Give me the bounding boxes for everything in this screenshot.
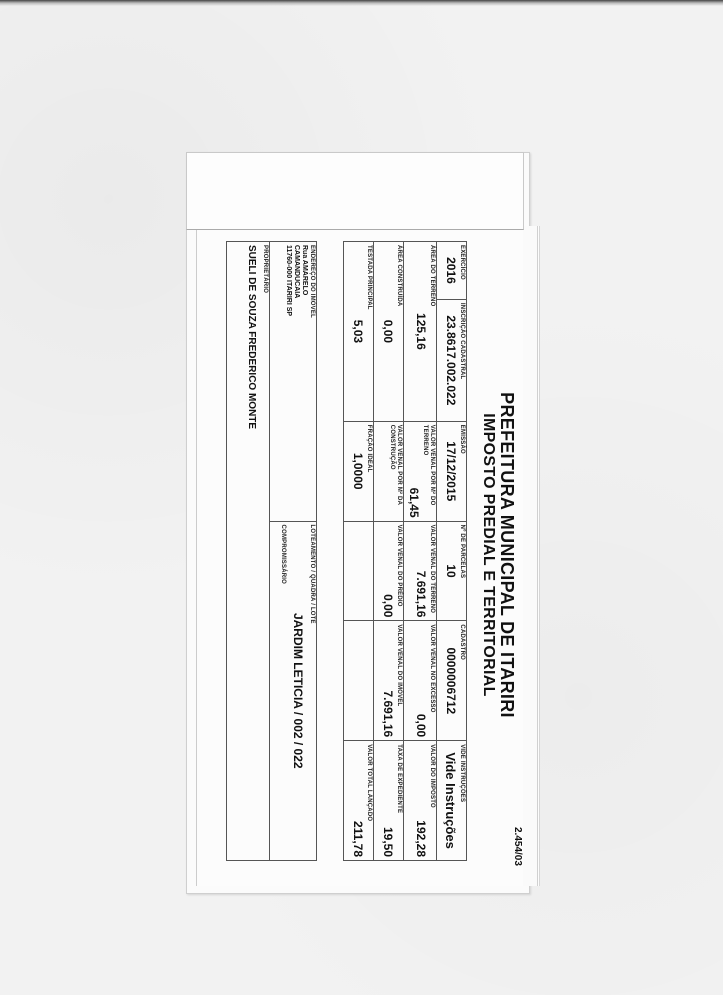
- valor-total-value: 211,78: [351, 820, 365, 857]
- endereco-line-3: 11760-000 ITARIRI SP: [285, 245, 292, 317]
- valor-imposto-value: 192,28: [414, 820, 428, 857]
- values-grid: [343, 241, 467, 861]
- endereco-line-1: Rua AMARELO: [301, 245, 308, 296]
- cell-vv-excesso: VALOR VENAL NO EXCESSO 0,00: [404, 621, 437, 741]
- cell-vv-m2-terreno: VALOR VENAL POR M² DO TERRENO 61,45: [404, 421, 437, 521]
- grid-row-1: [437, 242, 467, 861]
- cell-testada: TESTADA PRINCIPAL 5,03: [344, 242, 374, 422]
- cell-vv-terreno: VALOR VENAL DO TERRENO 7.691,16: [404, 521, 437, 621]
- inscricao-value: 23.8617.002.022: [444, 315, 458, 406]
- tax-document: [201, 231, 531, 879]
- vide-value: Vide Instruções: [443, 752, 458, 849]
- vv-predio-value: 0,00: [381, 594, 395, 618]
- vv-m2-terreno-value: 61,45: [407, 487, 421, 518]
- vv-excesso-value: 0,00: [414, 713, 428, 738]
- cell-area-construida: ÁREA CONSTRUÍDA 0,00: [374, 242, 404, 422]
- cell-inscricao: INSCRIÇÃO CADASTRAL 23.8617.002.022: [437, 299, 467, 421]
- cell-empty-1: [344, 521, 374, 621]
- cell-vv-predio: VALOR VENAL DO PRÉDIO 0,00: [374, 521, 404, 621]
- proprietario-value: SUELI DE SOUZA FREDERICO MONTE: [246, 245, 257, 430]
- grid-row-4: [344, 242, 374, 861]
- endereco-line-2: CAMANDUCAIA: [293, 245, 300, 299]
- cell-emissao: EMISSÃO 17/12/2015: [437, 421, 467, 521]
- cell-exercicio: EXERCÍCIO 2016: [437, 242, 467, 300]
- paper-stub: [186, 152, 524, 230]
- vv-terreno-value: 7.691,16: [414, 570, 428, 618]
- document-number: 2.454/03: [512, 827, 523, 866]
- cell-valor-imposto: VALOR DO IMPOSTO 192,28: [404, 741, 437, 861]
- area-terreno-value: 125,16: [414, 313, 428, 350]
- cell-area-terreno: ÁREA DO TERRENO 125,16: [404, 242, 437, 422]
- document-subtitle: IMPOSTO PREDIAL E TERRITORIAL: [480, 413, 497, 697]
- taxa-expediente-value: 19,50: [381, 826, 395, 857]
- address-row: [270, 242, 317, 861]
- fracao-ideal-value: 1,0000: [351, 452, 365, 490]
- cell-vv-m2-construcao: VALOR VENAL POR M² DA CONSTRUÇÃO: [374, 421, 404, 521]
- compromissario-label: COMPROMISSÁRIO: [280, 524, 286, 585]
- loteamento-value: JARDIM LETICIA / 002 / 022: [291, 612, 305, 769]
- testada-value: 5,03: [351, 319, 365, 344]
- cell-endereco: ENDEREÇO DO IMÓVEL Rua AMARELO CAMANDUCAIA 11760-000 ITARIRI SP: [270, 242, 317, 522]
- cadastro-value: 0000006712: [444, 647, 458, 715]
- cell-empty-2: [344, 621, 374, 741]
- area-construida-value: 0,00: [381, 319, 395, 344]
- cell-parcelas: Nº DE PARCELAS 10: [437, 521, 467, 621]
- cell-vide: VIDE INSTRUÇÕES Vide Instruções: [437, 741, 467, 861]
- cell-cadastro: CADASTRO 0000006712: [437, 621, 467, 741]
- exercicio-value: 2016: [444, 257, 458, 284]
- tax-document-rotated: [201, 231, 531, 879]
- cell-valor-total: VALOR TOTAL LANÇADO 211,78: [344, 741, 374, 861]
- lower-section: [207, 241, 317, 861]
- vv-imovel-value: 7.691,16: [381, 690, 395, 738]
- document-title: PREFEITURA MUNICIPAL DE ITARIRI: [497, 392, 517, 718]
- cell-fracao-ideal: FRAÇÃO IDEAL 1,0000: [344, 421, 374, 521]
- cell-proprietario: PROPRIETÁRIO SUELI DE SOUZA FREDERICO MONTE: [227, 242, 270, 861]
- grid-row-3: [374, 242, 404, 861]
- grid-row-2: [404, 242, 437, 861]
- cell-vv-imovel: VALOR VENAL DO IMÓVEL 7.691,16: [374, 621, 404, 741]
- cell-loteamento: LOTEAMENTO / QUADRA / LOTE JARDIM LETICIA / 002 / 022 COMPROMISSÁRIO: [270, 521, 317, 860]
- owner-row: [227, 242, 270, 861]
- emissao-value: 17/12/2015: [444, 441, 458, 502]
- address-owner-table: [226, 241, 317, 861]
- cell-taxa-expediente: TAXA DE EXPEDIENTE 19,50: [374, 741, 404, 861]
- scan-top-edge: [0, 0, 723, 6]
- parcelas-value: 10: [444, 564, 458, 578]
